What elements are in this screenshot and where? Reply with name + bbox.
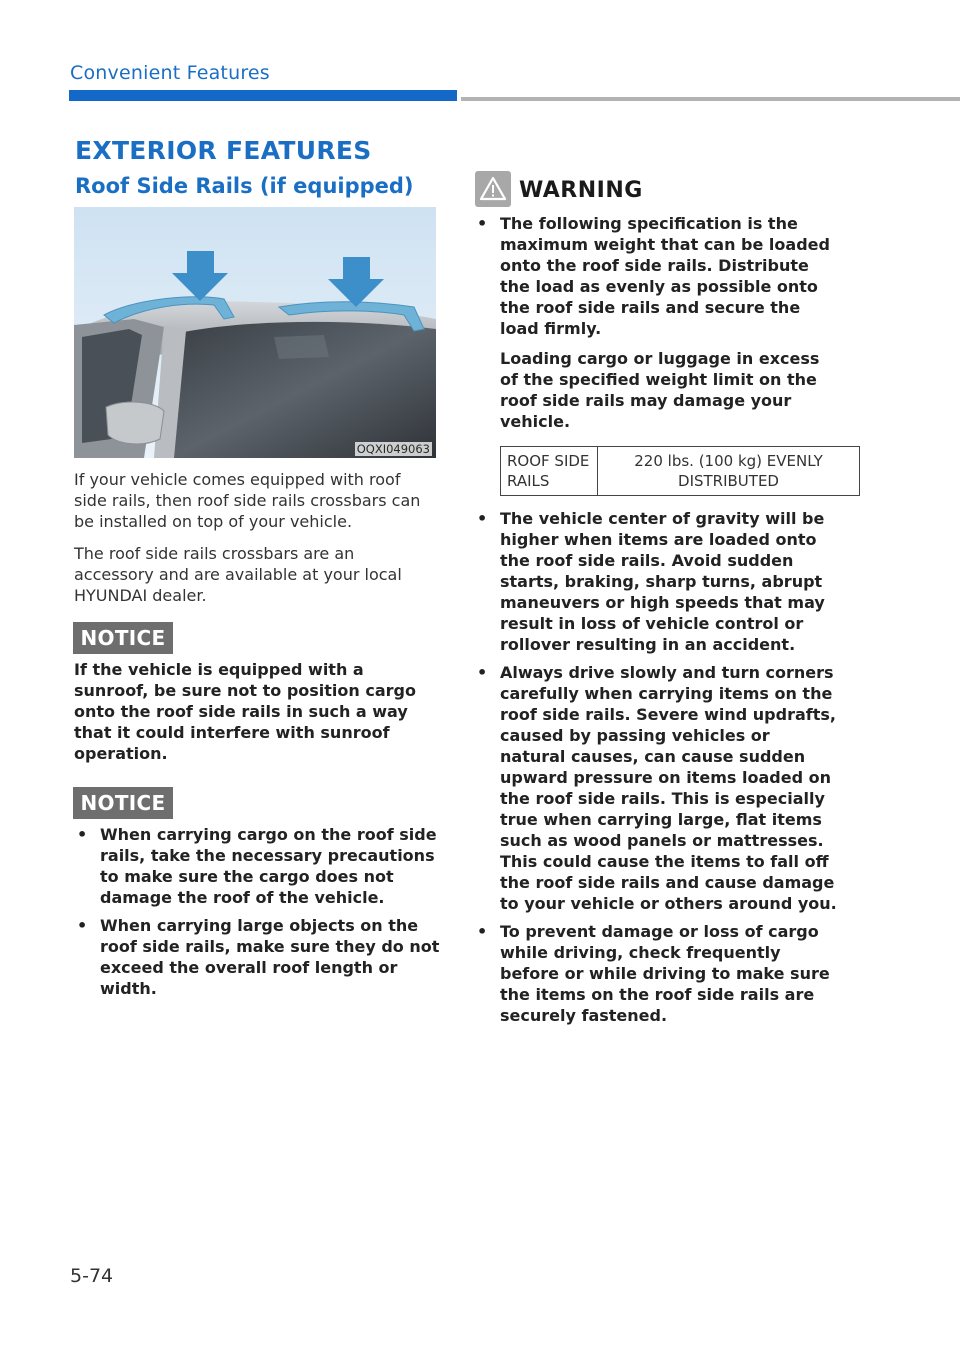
roof-rails-illustration <box>74 207 436 458</box>
warning-item-1-extra: Loading cargo or luggage in excess of the specified weight limit on the roof side rails may damage your vehicle. <box>500 349 820 431</box>
warning-item-1 <box>474 213 838 432</box>
warning-item-3: • Always drive slowly and turn corners carefully when carrying items on the roof side rails. Severe wind updrafts, caused by passing vehicles or natural causes, can cause sudden upward pressure on items loaded on the roof side rails. This is especially true when carrying large, flat items such as wood panels or mattresses. This could cause the items to fall off the roof side rails and cause damage to your vehicle or others around you. <box>474 662 838 914</box>
spec-label-cell: ROOF SIDE RAILS <box>501 447 598 496</box>
car-roof-drawing <box>74 207 436 458</box>
page-number: 5-74 <box>70 1265 114 1287</box>
intro-text <box>74 469 438 617</box>
header-bar-accent <box>69 90 457 101</box>
notice-label-2: NOTICE <box>73 787 173 819</box>
warning-title: WARNING <box>519 178 643 203</box>
notice-2-item: • When carrying cargo on the roof side rails, take the necessary precautions to make sure the cargo does not damage the roof of the vehicle. <box>74 824 440 908</box>
notice-2-list <box>74 824 440 1006</box>
chapter-title: Convenient Features <box>70 62 270 84</box>
spec-value-cell: 220 lbs. (100 kg) EVENLY DISTRIBUTED <box>598 447 860 496</box>
notice-2-item: • When carrying large objects on the roof side rails, make sure they do not exceed the overall roof length or width. <box>74 915 440 999</box>
notice-1-text: If the vehicle is equipped with a sunroof, be sure not to position cargo onto the roof side rails in such a way that it could interfere with sunroof operation. <box>74 660 416 763</box>
header-bar-rule <box>461 97 960 101</box>
warning-item-4: • To prevent damage or loss of cargo while driving, check frequently before or while driving to make sure the items on the roof side rails are securely fastened. <box>474 921 838 1026</box>
notice-label-1: NOTICE <box>73 622 173 654</box>
warning-list <box>474 213 838 1033</box>
roof-load-spec-table <box>500 446 860 496</box>
intro-paragraph-1: If your vehicle comes equipped with roof side rails, then roof side rails crossbars can be installed on top of your vehicle. <box>74 470 421 531</box>
warning-item-1-text: • The following specification is the maximum weight that can be loaded onto the roof side rails. Distribute the load as evenly as possible onto the roof side rails and secure the load firmly. <box>500 214 830 338</box>
subsection-title: Roof Side Rails (if equipped) <box>75 174 414 198</box>
section-title: EXTERIOR FEATURES <box>75 136 372 165</box>
warning-item-2: • The vehicle center of gravity will be higher when items are loaded onto the roof side rails. Avoid sudden starts, braking, sharp turns, abrupt maneuvers or high speeds that may result in loss of vehicle control or rollover resulting in an accident. <box>474 508 838 655</box>
warning-triangle-icon <box>475 171 511 207</box>
intro-paragraph-2: The roof side rails crossbars are an accessory and are available at your local HYUNDAI dealer. <box>74 544 402 605</box>
figure-code: OQXI049063 <box>356 442 430 456</box>
